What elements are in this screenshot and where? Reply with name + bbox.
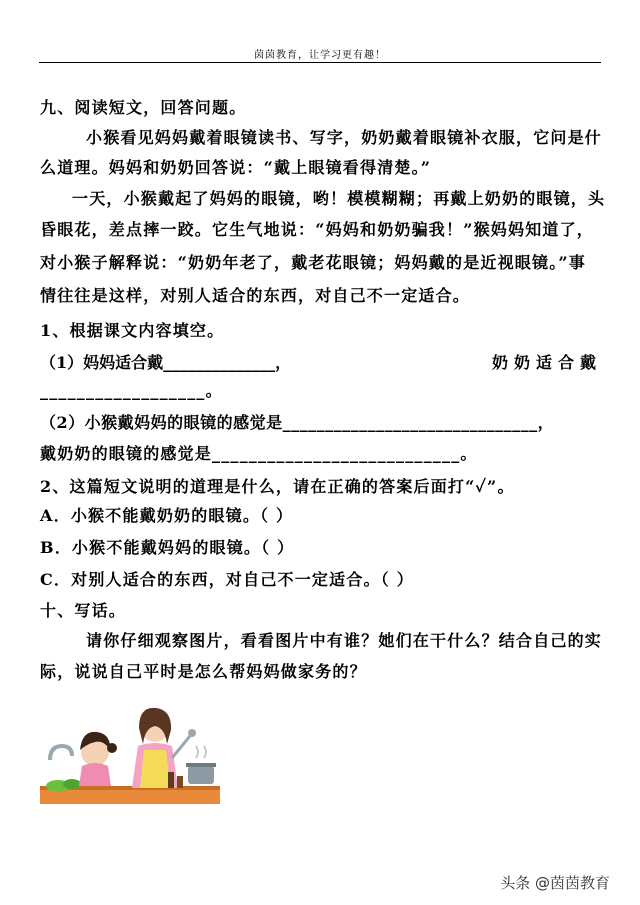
question-1-title: 1、根据课文内容填空。 — [40, 321, 225, 340]
question-1-sub2: （2）小猴戴妈妈的眼镜的感觉是______________________________， — [40, 413, 555, 432]
passage-line: 么道理。妈妈和奶奶回答说：“戴上眼镜看得清楚。” — [40, 158, 432, 177]
option-b: B．小猴不能戴妈妈的眼镜。（ ） — [40, 538, 295, 557]
header-divider — [39, 62, 601, 63]
question-1-sub1-right: 奶奶适合戴 — [491, 353, 602, 372]
section-9-title: 九、阅读短文，回答问题。 — [40, 98, 247, 117]
question-2-title: 2、这篇短文说明的道理是什么，请在正确的答案后面打“✓”。 — [40, 477, 515, 496]
writing-prompt-cont: 际，说说自己平时是怎么帮妈妈做家务的？ — [40, 662, 367, 681]
question-1-sub2-cont: 戴奶奶的眼镜的感觉是___________________________。 — [40, 444, 478, 463]
section-10-title: 十、写话。 — [40, 601, 127, 620]
passage-line: 昏眼花，差点摔一跤。它生气地说：“妈妈和奶奶骗我！”猴妈妈知道了， — [40, 220, 595, 239]
question-1-sub1-row — [40, 350, 602, 373]
passage-line: 情往往是这样，对别人适合的东西，对自己不一定适合。 — [40, 286, 471, 305]
option-a: A．小猴不能戴奶奶的眼镜。（ ） — [40, 506, 294, 525]
question-1-sub1-blank: __________________。 — [40, 381, 223, 400]
passage-line: 对小猴子解释说：“奶奶年老了，戴老花眼镜；妈妈戴的是近视眼镜。”事 — [40, 253, 587, 272]
passage-line: 小猴看见妈妈戴着眼镜读书、写字，奶奶戴着眼镜补衣服，它问是什 — [86, 128, 603, 147]
question-1-sub1-left: （1）妈妈适合戴______________， — [40, 353, 292, 372]
watermark-label: 头条 @茵茵教育 — [500, 874, 610, 892]
passage-line: 一天，小猴戴起了妈妈的眼镜，哟！模模糊糊；再戴上奶奶的眼镜，头 — [72, 189, 606, 208]
option-c: C．对别人适合的东西，对自己不一定适合。（ ） — [40, 570, 414, 589]
writing-prompt: 请你仔细观察图片，看看图片中有谁？她们在干什么？结合自己的实 — [86, 631, 603, 650]
page-header: 茵茵教育，让学习更有趣！ — [254, 50, 386, 61]
mother-daughter-cooking-illustration — [40, 700, 220, 810]
